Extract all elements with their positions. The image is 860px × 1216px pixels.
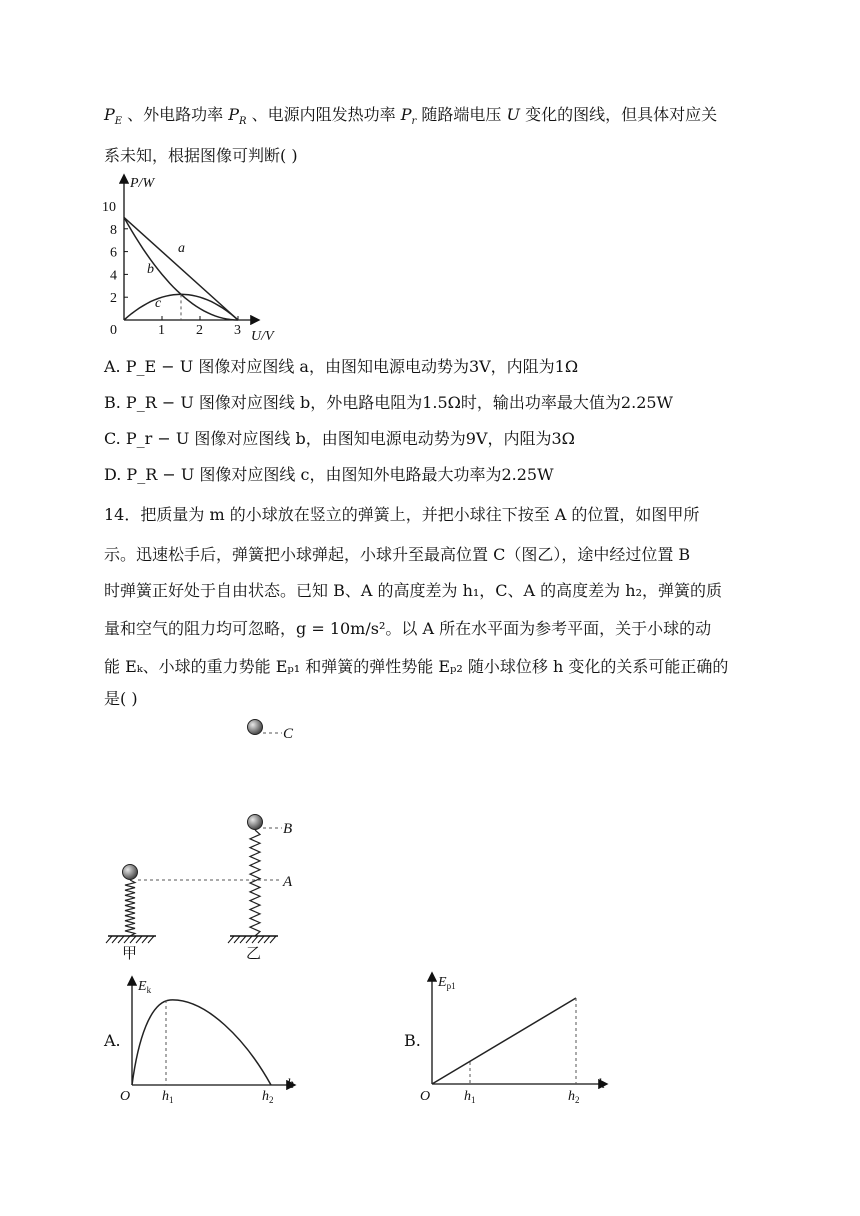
symbol-pe: $P_E$ (104, 105, 123, 128)
stem-line-1 (104, 104, 717, 126)
ball-a (123, 865, 138, 880)
caption-yi: 乙 (246, 946, 262, 962)
option-a-graph (116, 970, 306, 1110)
q14-line-5: 能 Eₖ、小球的重力势能 Eₚ₁ 和弹簧的弹性势能 Eₚ₂ 随小球位移 h 变化的关系可能正确的 (104, 657, 729, 676)
h2-label-b: $h_2$ (568, 1089, 580, 1105)
label-c: C (283, 726, 294, 742)
curve-label-c: c (155, 296, 162, 311)
ball-b (248, 815, 263, 830)
q14-line-2: 示。迅速松手后，弹簧把小球弹起，小球升至最高位置 C（图乙），途中经过位置 B (104, 545, 691, 564)
q14-line-1: 14．把质量为 m 的小球放在竖立的弹簧上，并把小球往下按至 A 的位置，如图甲所 (104, 505, 700, 524)
y-axis-label: P/W (130, 176, 155, 191)
ek-axis-label: $E_k$ (138, 979, 152, 995)
h-axis-label-b: h (598, 1077, 605, 1092)
stem-text-1b: 、电源内阻发热功率 (251, 105, 396, 124)
x-axis-label: U/V (251, 329, 274, 344)
option-b-graph (418, 966, 618, 1111)
label-b: B (283, 821, 293, 837)
chart-curves (124, 217, 238, 320)
y-tick-6: 6 (110, 245, 117, 261)
stem-line-2: 系未知，根据图像可判断( ) (104, 146, 298, 165)
option-13-d[interactable]: D. P_R − U 图像对应图线 c，由图知外电路最大功率为2.25W (104, 465, 554, 484)
h-axis-label-a: h (287, 1077, 294, 1092)
spring-yi (250, 830, 260, 936)
origin-a: O (120, 1089, 131, 1104)
q14-line-3: 时弹簧正好处于自由状态。已知 B、A 的高度差为 h₁，C、A 的高度差为 h₂，弹簧的质 (104, 581, 722, 600)
curve-label-b: b (147, 262, 154, 277)
ground-jia (106, 936, 156, 943)
q14-line-4: 量和空气的阻力均可忽略，g = 10m/s²。以 A 所在水平面为参考平面，关于小球的动 (104, 619, 712, 638)
ek-curve (132, 1000, 271, 1085)
label-a: A (283, 874, 293, 890)
x-tick-3: 3 (234, 323, 241, 338)
h1-label-b: $h_1$ (464, 1089, 476, 1105)
x-tick-2: 2 (196, 323, 203, 338)
q14-line-6: 是( ) (104, 689, 138, 708)
caption-jia: 甲 (122, 946, 138, 962)
option-13-a[interactable]: A. P_E − U 图像对应图线 a，由图知电源电动势为3V，内阻为1Ω (104, 357, 579, 376)
spring-jia (125, 880, 135, 936)
y-tick-8: 8 (110, 222, 117, 238)
symbol-pr-internal: $P_r$ (400, 105, 417, 128)
option-13-b[interactable]: B. P_R − U 图像对应图线 b，外电路电阻为1.5Ω时，输出功率最大值为2.25W (104, 393, 674, 412)
origin-b: O (420, 1089, 431, 1104)
stem-text-1d: 变化的图线，但具体对应关 (525, 105, 718, 124)
stem-text-1c: 随路端电压 (421, 105, 502, 124)
spring-figure (100, 708, 320, 968)
ep1-axis-label: $E_{p1}$ (438, 975, 456, 991)
x-tick-1: 1 (158, 323, 165, 338)
series-line-a (124, 217, 238, 320)
y-tick-4: 4 (110, 268, 117, 284)
y-tick-10: 10 (102, 200, 116, 215)
ball-c (248, 720, 263, 735)
power-voltage-chart (98, 170, 298, 345)
curve-label-a: a (178, 241, 185, 256)
ground-yi (228, 936, 278, 943)
h2-label-a: $h_2$ (262, 1089, 274, 1105)
stem-text-1a: 、外电路功率 (127, 105, 224, 124)
symbol-u: U (506, 105, 521, 124)
h1-label-a: $h_1$ (162, 1089, 174, 1105)
y-tick-0: 0 (110, 323, 117, 338)
option-13-c[interactable]: C. P_r − U 图像对应图线 b，由图知电源电动势为9V，内阻为3Ω (104, 429, 575, 448)
option-14-a-letter[interactable]: A. (104, 1031, 121, 1050)
y-tick-2: 2 (110, 291, 117, 307)
ep1-line (432, 998, 576, 1084)
option-14-b-letter[interactable]: B. (404, 1031, 421, 1050)
symbol-pr: $P_R$ (228, 105, 247, 128)
